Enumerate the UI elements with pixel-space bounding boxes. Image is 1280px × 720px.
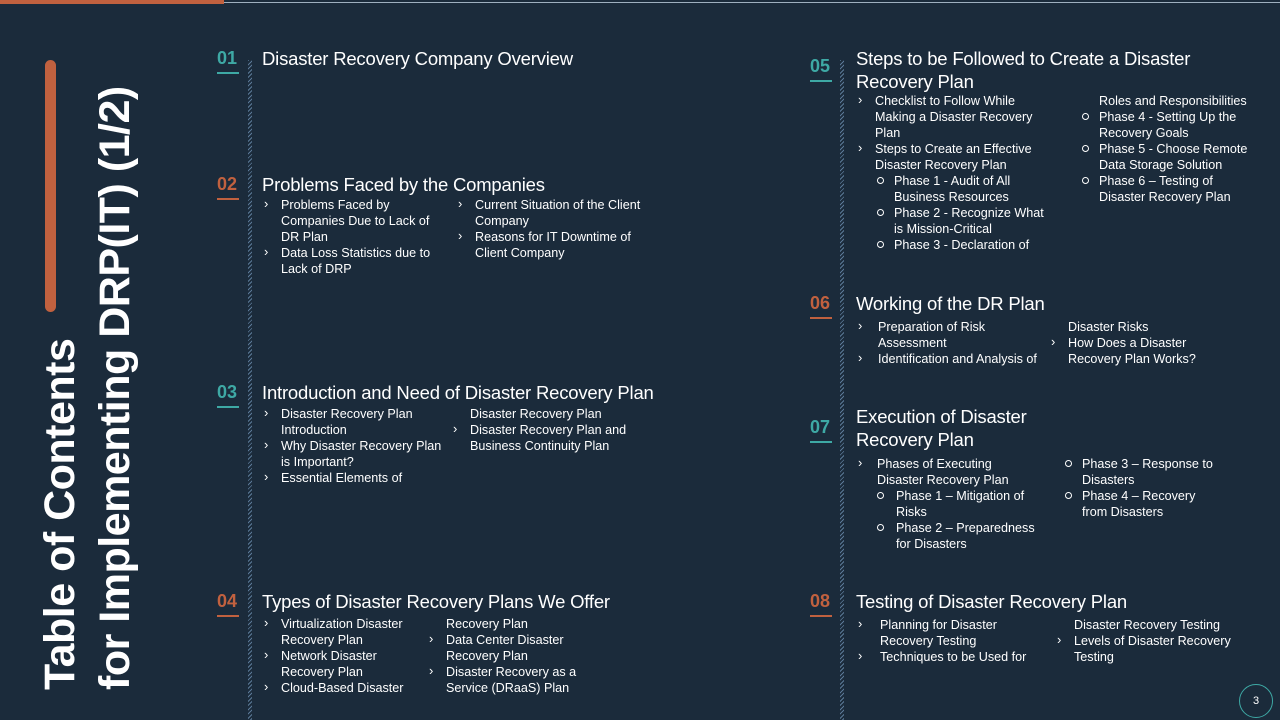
section-heading-line: Recovery Plan [856,71,974,92]
sub-item-cont: Roles and Responsibilities [1099,94,1247,108]
list-item-cont: DR Plan [281,230,328,244]
list-item-cont: Introduction [281,423,347,437]
list-item-cont: Company [475,214,529,228]
sub-item[interactable]: Phase 5 - Choose Remote [1061,141,1276,157]
title-line-2: for Implementing DRP(IT) (1/2) [91,86,139,690]
sub-item[interactable]: Phase 4 - Setting Up the [1061,109,1276,125]
list-item[interactable]: › Disaster Recovery Plan [262,406,462,422]
list-item-cont: Recovery Plan [281,633,363,647]
subtopic-column [1055,617,1270,665]
section-heading[interactable] [856,405,1116,451]
list-item[interactable]: › Planning for Disaster [856,617,1056,633]
section-heading-line: Recovery Plan [856,429,974,450]
section-number: 05 [810,56,831,76]
list-item[interactable]: › Data Center Disaster [427,632,627,648]
top-accent-bar [0,0,224,4]
page-title [33,70,143,690]
list-item[interactable]: › How Does a Disaster [1049,335,1249,351]
section-number: 03 [217,382,238,402]
list-item-cont: Lack of DRP [281,262,352,276]
section-heading[interactable]: Introduction and Need of Disaster Recovery Plan [262,382,654,403]
subtopic-column [856,93,1071,253]
list-item-cont: Service (DRaaS) Plan [446,681,570,695]
list-item-cont: Client Company [475,246,565,260]
list-item-cont: Recovery Plan Works? [1068,352,1196,366]
section-heading[interactable]: Disaster Recovery Company Overview [262,48,573,69]
list-item-cont: Assessment [878,336,947,350]
list-item[interactable]: › Data Loss Statistics due to [262,245,452,261]
list-item-cont: Recovery Plan [281,665,363,679]
list-item-cont: Companies Due to Lack of [281,214,430,228]
list-item-cont: Making a Disaster Recovery [875,110,1033,124]
sub-item-cont: for Disasters [896,537,967,551]
list-item-cont: Recovery Testing [880,634,977,648]
sub-item-cont: Disasters [1082,473,1135,487]
top-rule [224,2,1280,3]
list-item[interactable]: › Phases of Executing [856,456,1056,472]
list-item-cont: Testing [1074,650,1114,664]
list-item[interactable]: › Current Situation of the Client [456,197,676,213]
section-heading[interactable]: Working of the DR Plan [856,293,1045,314]
list-item[interactable]: › Reasons for IT Downtime of [456,229,676,245]
section-number: 06 [810,293,831,313]
right-divider [840,60,844,720]
sub-item[interactable]: Phase 3 – Response to [1044,456,1254,472]
list-item-cont: Disaster Recovery Plan [875,158,1007,172]
list-item[interactable]: › Checklist to Follow While [856,93,1071,109]
list-item-cont: Disaster Risks [1068,320,1149,334]
section-heading-line: Steps to be Followed to Create a Disaster [856,48,1191,69]
subtopic-column [262,197,452,277]
subtopic-column [427,616,627,696]
section-heading[interactable] [856,47,1236,93]
page-number-badge: 3 [1239,684,1273,718]
section-heading[interactable]: Problems Faced by the Companies [262,174,545,195]
section-number: 07 [810,417,831,437]
subtopic-column [1044,456,1254,520]
sub-item[interactable]: Phase 4 – Recovery [1044,488,1254,504]
subtopic-column [856,319,1056,367]
subtopic-column [1061,93,1276,205]
section-number: 08 [810,591,831,611]
section-heading[interactable]: Testing of Disaster Recovery Plan [856,591,1128,612]
section-number: 04 [217,591,238,611]
sub-item-cont: Risks [896,505,927,519]
list-item[interactable]: › Techniques to be Used for [856,649,1056,665]
list-item[interactable]: › Disaster Recovery as a [427,664,627,680]
sub-item-cont: Disaster Recovery Plan [1099,190,1231,204]
section-heading[interactable]: Types of Disaster Recovery Plans We Offer [262,591,610,612]
list-item-cont: Plan [875,126,901,140]
list-item[interactable]: › Identification and Analysis of [856,351,1056,367]
sub-item-cont: Recovery Goals [1099,126,1189,140]
subtopic-column [262,616,432,696]
sub-item[interactable]: Phase 1 - Audit of All [856,173,1071,189]
sub-item[interactable]: Phase 2 - Recognize What [856,205,1071,221]
subtopic-column [856,456,1056,552]
section-number: 01 [217,48,238,68]
list-item[interactable]: › Problems Faced by [262,197,452,213]
list-item[interactable]: › Levels of Disaster Recovery [1055,633,1270,649]
list-item-cont: Disaster Recovery Testing [1074,618,1221,632]
sub-item[interactable]: Phase 3 - Declaration of [856,237,1071,253]
subtopic-column [1049,319,1249,367]
list-item[interactable]: › Steps to Create an Effective [856,141,1071,157]
list-item[interactable]: › Cloud-Based Disaster [262,680,432,696]
title-line-1: Table of Contents [36,338,84,690]
sub-item-cont: Data Storage Solution [1099,158,1223,172]
list-item-cont: Recovery Plan [446,649,528,663]
list-item-cont: Business Continuity Plan [470,439,610,453]
list-item-cont: is Important? [281,455,354,469]
subtopic-column [856,617,1056,665]
list-item-cont: Recovery Plan [446,617,528,631]
sub-item-cont: Business Resources [894,190,1009,204]
sub-item[interactable]: Phase 2 – Preparedness [856,520,1056,536]
sub-item[interactable]: Phase 1 – Mitigation of [856,488,1056,504]
section-number: 02 [217,174,238,194]
subtopic-column [262,406,462,486]
list-item-cont: Disaster Recovery Plan [877,473,1009,487]
subtopic-column [456,197,676,261]
section-heading-line: Execution of Disaster [856,406,1027,427]
subtopic-column [451,406,671,454]
sub-item-cont: is Mission-Critical [894,222,992,236]
list-item[interactable]: › Disaster Recovery Plan and [451,422,671,438]
sub-item-cont: from Disasters [1082,505,1164,519]
list-item[interactable]: › Essential Elements of [262,470,462,486]
list-item[interactable]: › Preparation of Risk [856,319,1056,335]
list-item-cont: Disaster Recovery Plan [470,407,602,421]
sub-item[interactable]: Phase 6 – Testing of [1061,173,1276,189]
left-divider [248,60,252,720]
list-item[interactable]: › Why Disaster Recovery Plan [262,438,462,454]
list-item[interactable]: › Network Disaster [262,648,432,664]
list-item[interactable]: › Virtualization Disaster [262,616,432,632]
